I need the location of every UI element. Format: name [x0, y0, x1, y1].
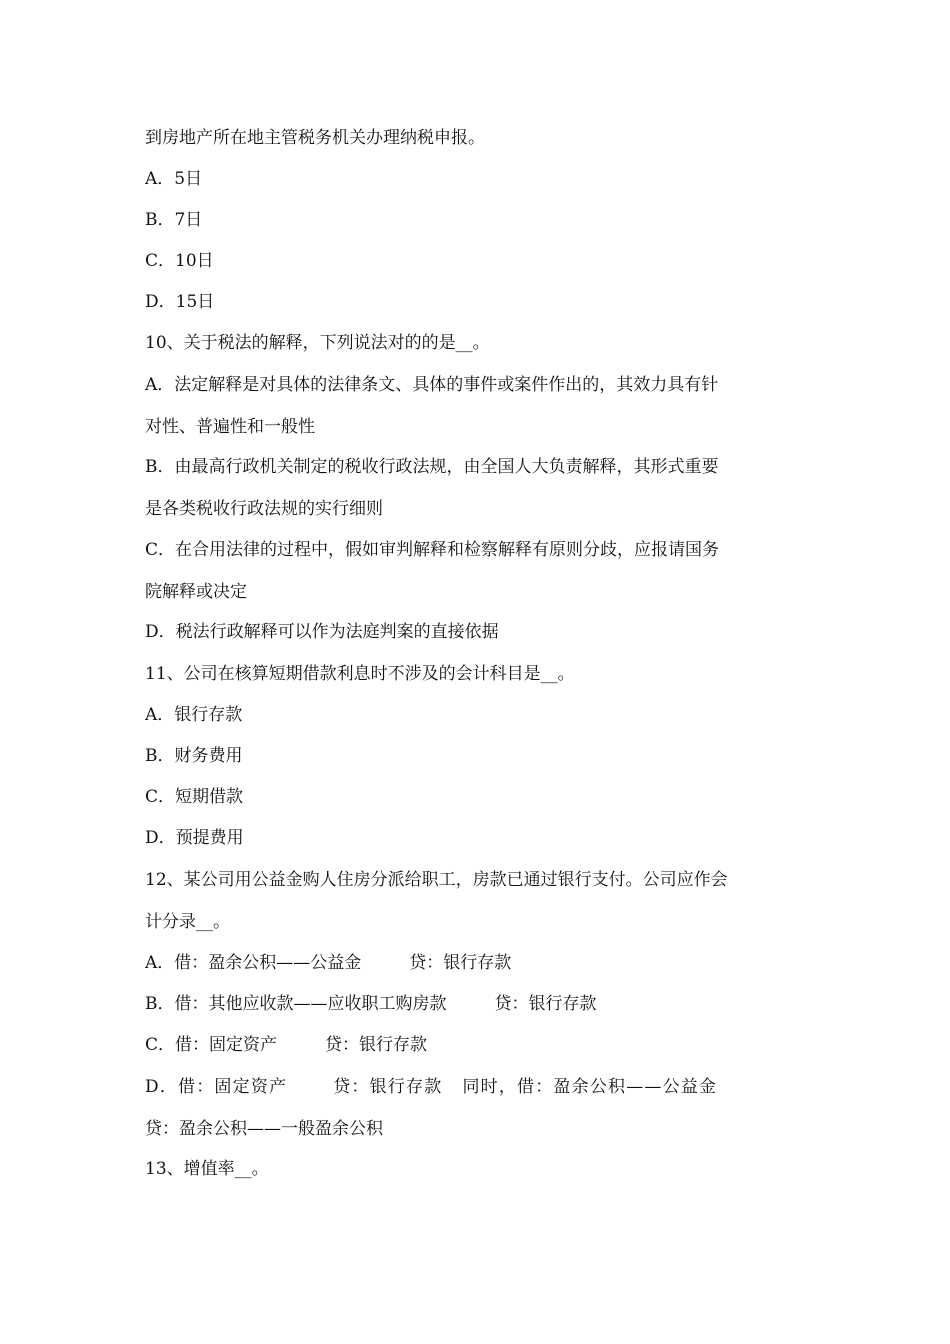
debit-entry: D．借：固定资产	[145, 1077, 288, 1097]
simultaneous-entry: 同时，借：盈余公积——公益金	[462, 1077, 718, 1097]
option-d: D．税法行政解释可以作为法庭判案的直接依据	[145, 622, 499, 642]
question-12: 12、某公司用公益金购人住房分派给职工，房款已通过银行支付。公司应作会	[145, 870, 728, 890]
option-a: A．5日	[145, 169, 203, 189]
option-d: D．15日	[145, 292, 215, 312]
text-line: 计分录__。	[145, 912, 230, 932]
option-d: D．预提费用	[145, 828, 244, 848]
text-line: 到房地产所在地主管税务机关办理纳税申报。	[145, 128, 485, 148]
text-line: 院解释或决定	[145, 582, 247, 602]
text-line: 是各类税收行政法规的实行细则	[145, 499, 383, 519]
credit-entry: 贷：银行存款	[494, 994, 597, 1014]
option-c: C．短期借款	[145, 787, 244, 807]
debit-entry: C．借：固定资产	[145, 1035, 278, 1055]
option-a: A．银行存款	[145, 705, 243, 725]
option-b: B．财务费用	[145, 746, 243, 766]
option-c: C．在合用法律的过程中，假如审判解释和检察解释有原则分歧，应报请国务	[145, 540, 720, 560]
debit-entry: A．借：盈余公积——公益金	[145, 953, 362, 973]
option-c	[145, 1034, 810, 1056]
question-13: 13、增值率__。	[145, 1159, 269, 1179]
debit-entry: B．借：其他应收款——应收职工购房款	[145, 994, 447, 1014]
credit-entry: 贷：银行存款	[325, 1035, 428, 1055]
text-line: 对性、普遍性和一般性	[145, 417, 315, 437]
option-a	[145, 952, 810, 974]
option-d	[145, 1076, 810, 1098]
option-c: C．10日	[145, 251, 214, 271]
option-a: A．法定解释是对具体的法律条文、具体的事件或案件作出的，其效力具有针	[145, 375, 719, 395]
option-b: B．由最高行政机关制定的税收行政法规，由全国人大负责解释，其形式重要	[145, 457, 719, 477]
credit-entry: 贷：银行存款	[409, 953, 512, 973]
credit-entry: 贷：银行存款	[333, 1077, 443, 1097]
question-11: 11、公司在核算短期借款利息时不涉及的会计科目是__。	[145, 664, 575, 684]
option-b	[145, 993, 810, 1015]
option-b: B．7日	[145, 210, 203, 230]
question-10: 10、关于税法的解释，下列说法对的的是__。	[145, 333, 490, 353]
text-line: 贷：盈余公积——一般盈余公积	[145, 1119, 383, 1139]
